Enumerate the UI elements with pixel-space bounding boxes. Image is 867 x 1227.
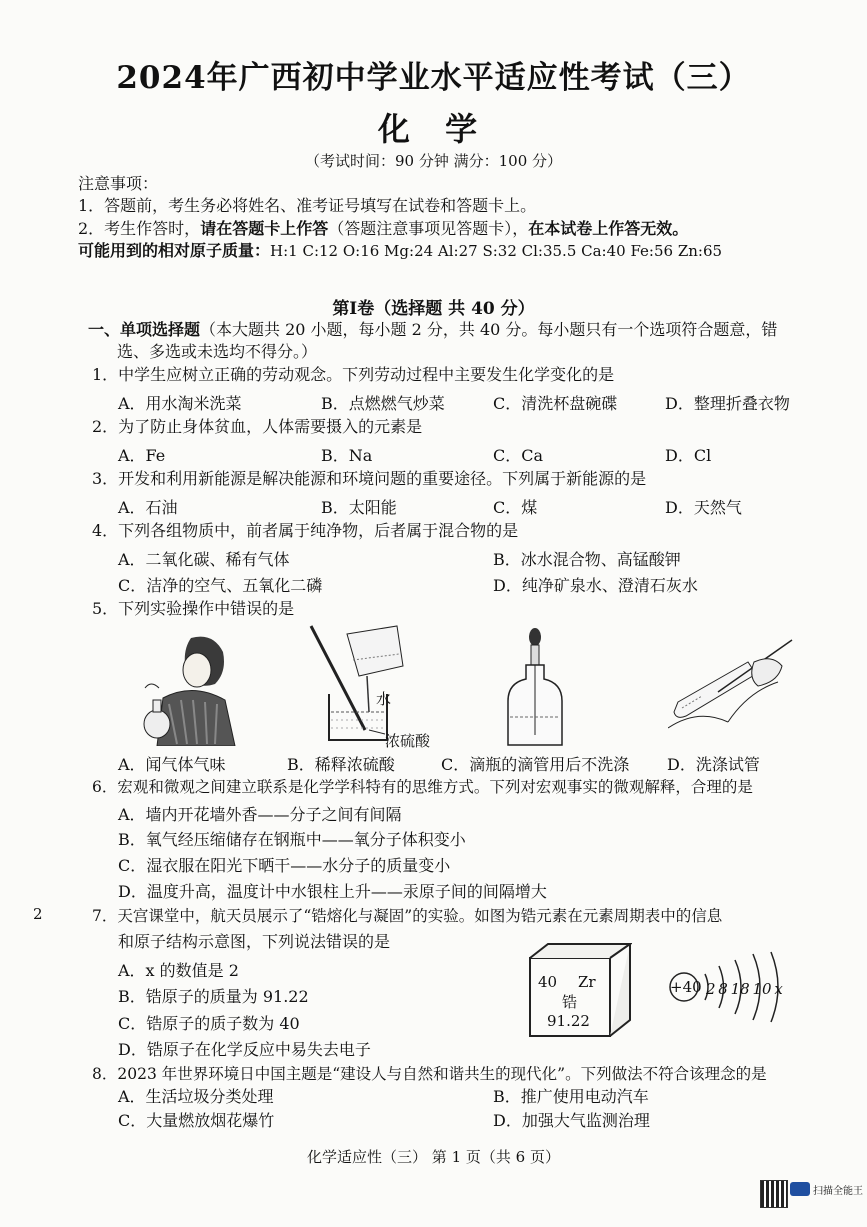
question-3-option-c: C．煤: [493, 498, 538, 517]
page-footer: 化学适应性（三） 第 1 页（共 6 页）: [307, 1148, 560, 1166]
nucleus-charge: +40: [670, 978, 702, 996]
figure-test-tube-washing: [668, 632, 800, 736]
notice-heading: 注意事项：: [78, 174, 159, 193]
question-8-option-c: C．大量燃放烟花爆竹: [118, 1111, 275, 1130]
atomic-mass-line: [78, 241, 722, 261]
notice-item-2-a: 2．考生作答时，: [78, 219, 201, 238]
question-2-option-b: B．Na: [321, 446, 373, 465]
question-2-option-d: D．Cl: [665, 446, 712, 465]
qr-code-icon: [760, 1180, 788, 1208]
question-1-option-d: D．整理折叠衣物: [665, 394, 790, 413]
question-4-stem: 4．下列各组物质中，前者属于纯净物，后者属于混合物的是: [92, 521, 519, 540]
notice-item-2: [78, 219, 688, 239]
question-3-option-b: B．太阳能: [321, 498, 397, 517]
question-8-option-d: D．加强大气监测治理: [493, 1111, 650, 1130]
question-7-option-b: B．锆原子的质量为 91.22: [118, 987, 309, 1006]
question-7-stem-1: 7．天宫课堂中，航天员展示了“锆熔化与凝固”的实验。如图为锆元素在元素周期表中的信息: [92, 907, 723, 925]
question-5-option-b: B．稀释浓硫酸: [287, 755, 395, 774]
question-3-option-a: A．石油: [118, 498, 178, 517]
question-8-option-a: A．生活垃圾分类处理: [118, 1087, 274, 1106]
question-8-stem: 8．2023 年世界环境日中国主题是“建设人与自然和谐共生的现代化”。下列做法不符合该理念的是: [92, 1065, 767, 1083]
figure-label-acid: 浓硫酸: [385, 732, 431, 750]
question-5-option-d: D．洗涤试管: [667, 755, 760, 774]
electron-shells: 2 8 18 10 x: [706, 980, 783, 998]
figure-label-water: 水: [376, 690, 392, 708]
element-atomic-mass: 91.22: [547, 1012, 590, 1030]
figure-smelling-gas: [133, 628, 253, 746]
question-6-option-d: D．温度升高，温度计中水银柱上升——汞原子间的间隔增大: [118, 882, 547, 901]
question-8-option-b: B．推广使用电动汽车: [493, 1087, 649, 1106]
question-2-option-c: C．Ca: [493, 446, 544, 465]
notice-item-1: 1．答题前，考生务必将姓名、准考证号填写在试卷和答题卡上。: [78, 196, 537, 215]
exam-title: 2024年广西初中学业水平适应性考试（三）: [116, 60, 751, 96]
question-6-option-a: A．墙内开花墙外香——分子之间有间隔: [118, 805, 402, 824]
question-7-option-c: C．锆原子的质子数为 40: [118, 1014, 300, 1033]
scanner-logo-icon: [790, 1182, 810, 1196]
notice-item-2-c: （答题注意事项见答题卡），: [328, 219, 529, 238]
section-instructions-cont: 选、多选或未选均不得分。）: [117, 342, 318, 361]
figure-dropper-bottle: [500, 625, 570, 747]
question-7-stem-2: 和原子结构示意图，下列说法错误的是: [118, 932, 391, 951]
question-5-stem: 5．下列实验操作中错误的是: [92, 599, 295, 618]
atomic-mass-label: 可能用到的相对原子质量：: [78, 241, 271, 260]
question-6-stem: 6．宏观和微观之间建立联系是化学学科特有的思维方式。下列对宏观事实的微观解释，合理的是: [92, 778, 753, 796]
notice-item-2-d: 在本试卷上作答无效。: [528, 219, 689, 238]
scanner-watermark: 扫描全能王: [813, 1186, 863, 1197]
element-atomic-number: 40: [538, 973, 558, 991]
notice-item-2-b: 请在答题卡上作答: [200, 219, 329, 238]
question-4-option-a: A．二氧化碳、稀有气体: [118, 550, 290, 569]
section-instructions: [88, 320, 777, 340]
question-2-stem: 2．为了防止身体贫血，人体需要摄入的元素是: [92, 417, 423, 436]
section-title: 第Ⅰ卷（选择题 共 40 分）: [332, 299, 535, 319]
question-5-option-c: C．滴瓶的滴管用后不洗涤: [441, 755, 630, 774]
question-6-option-b: B．氧气经压缩储存在钢瓶中——氧分子体积变小: [118, 830, 466, 849]
question-3-option-d: D．天然气: [665, 498, 742, 517]
question-1-option-c: C．清洗杯盘碗碟: [493, 394, 618, 413]
atomic-mass-values: H:1 C:12 O:16 Mg:24 Al:27 S:32 Cl:35.5 Ca:40 Fe:56 Zn:65: [270, 242, 723, 260]
question-6-option-c: C．湿衣服在阳光下晒干——水分子的质量变小: [118, 856, 451, 875]
question-1-stem: 1．中学生应树立正确的劳动观念。下列劳动过程中主要发生化学变化的是: [92, 365, 615, 384]
question-5-option-a: A．闻气体气味: [118, 755, 226, 774]
element-symbol: Zr: [578, 973, 596, 991]
margin-number: 2: [33, 905, 43, 923]
question-7-option-a: A．x 的数值是 2: [118, 961, 239, 980]
question-4-option-c: C．洁净的空气、五氧化二磷: [118, 576, 323, 595]
question-7-option-d: D．锆原子在化学反应中易失去电子: [118, 1040, 371, 1059]
question-4-option-d: D．纯净矿泉水、澄清石灰水: [493, 576, 698, 595]
section-instructions-text: （本大题共 20 小题，每小题 2 分，共 40 分。每小题只有一个选项符合题意，错: [200, 320, 778, 339]
section-instructions-label: 一、单项选择题: [88, 320, 201, 339]
question-1-option-b: B．点燃燃气炒菜: [321, 394, 445, 413]
question-4-option-b: B．冰水混合物、高锰酸钾: [493, 550, 681, 569]
question-1-option-a: A．用水淘米洗菜: [118, 394, 242, 413]
question-2-option-a: A．Fe: [118, 446, 166, 465]
question-3-stem: 3．开发和利用新能源是解决能源和环境问题的重要途径。下列属于新能源的是: [92, 469, 647, 488]
exam-info: （考试时间：90 分钟 满分：100 分）: [304, 152, 563, 170]
element-name: 锆: [562, 993, 578, 1011]
subject-title: 化 学: [377, 110, 490, 148]
figure-diluting-acid: [305, 620, 430, 745]
